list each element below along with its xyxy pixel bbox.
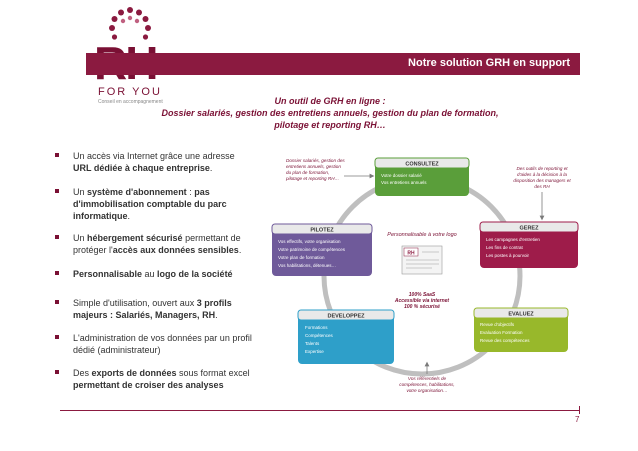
bullet-marker-icon: [55, 300, 59, 304]
box-item: Vos entretiens annuels: [381, 180, 427, 185]
box-pilotez: [272, 224, 372, 276]
box-item: Votre plan de formation: [278, 255, 325, 260]
note-line: pilotage et reporting RH…: [286, 176, 340, 181]
note-line: entretiens annuels, gestion: [286, 164, 341, 169]
note-topleft: [285, 158, 345, 181]
box-item: Les campagnes d'entretien: [486, 237, 540, 242]
note-line: Dossier salariés, gestion des: [286, 158, 345, 163]
bullet-text: Simple d'utilisation, ouvert aux 3 profils majeurs : Salariés, Managers, RH.: [73, 298, 232, 320]
box-developpez: [298, 310, 394, 364]
box-item: Les postes à pourvoir: [486, 253, 530, 258]
footer-divider: [60, 410, 580, 411]
bullet-marker-icon: [55, 153, 59, 157]
note-line: du plan de formation,: [286, 170, 330, 175]
logo-sub: FOR YOU: [98, 86, 162, 98]
box-item: Formations: [305, 325, 328, 330]
page-number: 7: [575, 415, 580, 424]
bullet-marker-icon: [55, 370, 59, 374]
box-title: EVALUEZ: [508, 311, 534, 318]
subtitle: [120, 95, 540, 131]
box-item: Votre dossier salarié: [381, 173, 422, 178]
bullet-text: Des exports de données sous format excel permettant de croiser des analyses: [73, 368, 250, 390]
bullet-text: Un hébergement sécurisé permettant de protéger l'accès aux données sensibles.: [73, 233, 242, 255]
box-gerez: [480, 222, 578, 268]
bullet-marker-icon: [55, 271, 59, 275]
header-title: Notre solution GRH en support: [408, 57, 570, 69]
note-topright: [513, 166, 571, 189]
box-item: Compétences: [305, 333, 333, 338]
center-logo-letters: RH: [407, 250, 415, 257]
box-evaluez: [474, 308, 568, 352]
box-item: Revue des compétences: [480, 338, 530, 343]
note-line: compétences, habilitations,: [399, 382, 455, 387]
center-saas-line-3: 100 % sécurisé: [404, 304, 440, 310]
box-item: Vos habilitations, détenues…: [278, 263, 337, 268]
subtitle-line-2: Dossier salariés, gestion des entretiens annuels, gestion du plan de formation,: [161, 108, 499, 118]
bullet-marker-icon: [55, 335, 59, 339]
center-personalize-label: Personnalisable à votre logo: [387, 232, 457, 238]
box-item: Expertise: [305, 349, 324, 354]
note-line: votre organisation…: [406, 388, 448, 393]
box-title: GEREZ: [519, 225, 539, 232]
bullet-text: Personnalisable au logo de la société: [73, 269, 233, 279]
subtitle-line-1: Un outil de GRH en ligne :: [274, 96, 386, 106]
box-title: CONSULTEZ: [405, 161, 439, 168]
box-item: Talents: [305, 341, 320, 346]
bullet-text: Un accès via Internet grâce une adresse URL dédiée à chaque entreprise.: [73, 151, 235, 173]
bullet-text: Un système d'abonnement : pas d'immobilisation comptable du parc informatique.: [73, 187, 227, 221]
box-item: Votre patrimoine de compétences: [278, 247, 346, 252]
subtitle-line-3: pilotage et reporting RH…: [274, 120, 386, 130]
box-item: Vos effectifs, votre organisation: [278, 239, 341, 244]
box-item: Les fins de contrat: [486, 245, 523, 250]
box-item: Revue d'objectifs: [480, 322, 515, 327]
center-saas-line-1: 100% SaaS: [408, 292, 436, 298]
note-line: disposition des managers et: [513, 178, 571, 183]
box-title: PILOTEZ: [310, 227, 334, 234]
note-line: Vos référentiels de: [407, 376, 447, 381]
center-saas-line-2: Accessible via internet: [394, 298, 450, 304]
note-line: Des outils de reporting et: [516, 166, 568, 171]
note-line: des RH: [534, 184, 550, 189]
note-bottom: [399, 376, 454, 393]
box-item: Evaluation Formation: [480, 330, 523, 335]
header-bar: [86, 53, 580, 75]
bullet-marker-icon: [55, 189, 59, 193]
solution-cycle-diagram: [262, 148, 582, 400]
bullet-text: L'administration de vos données par un profil dédié (administrateur): [73, 333, 252, 355]
logo-tagline: Conseil en accompagnement: [98, 99, 163, 105]
bullet-marker-icon: [55, 235, 59, 239]
box-title: DEVELOPPEZ: [327, 313, 365, 320]
box-consultez: [375, 158, 469, 196]
footer-tick: [579, 406, 580, 414]
note-line: d'aides à la décision à la: [517, 172, 567, 177]
